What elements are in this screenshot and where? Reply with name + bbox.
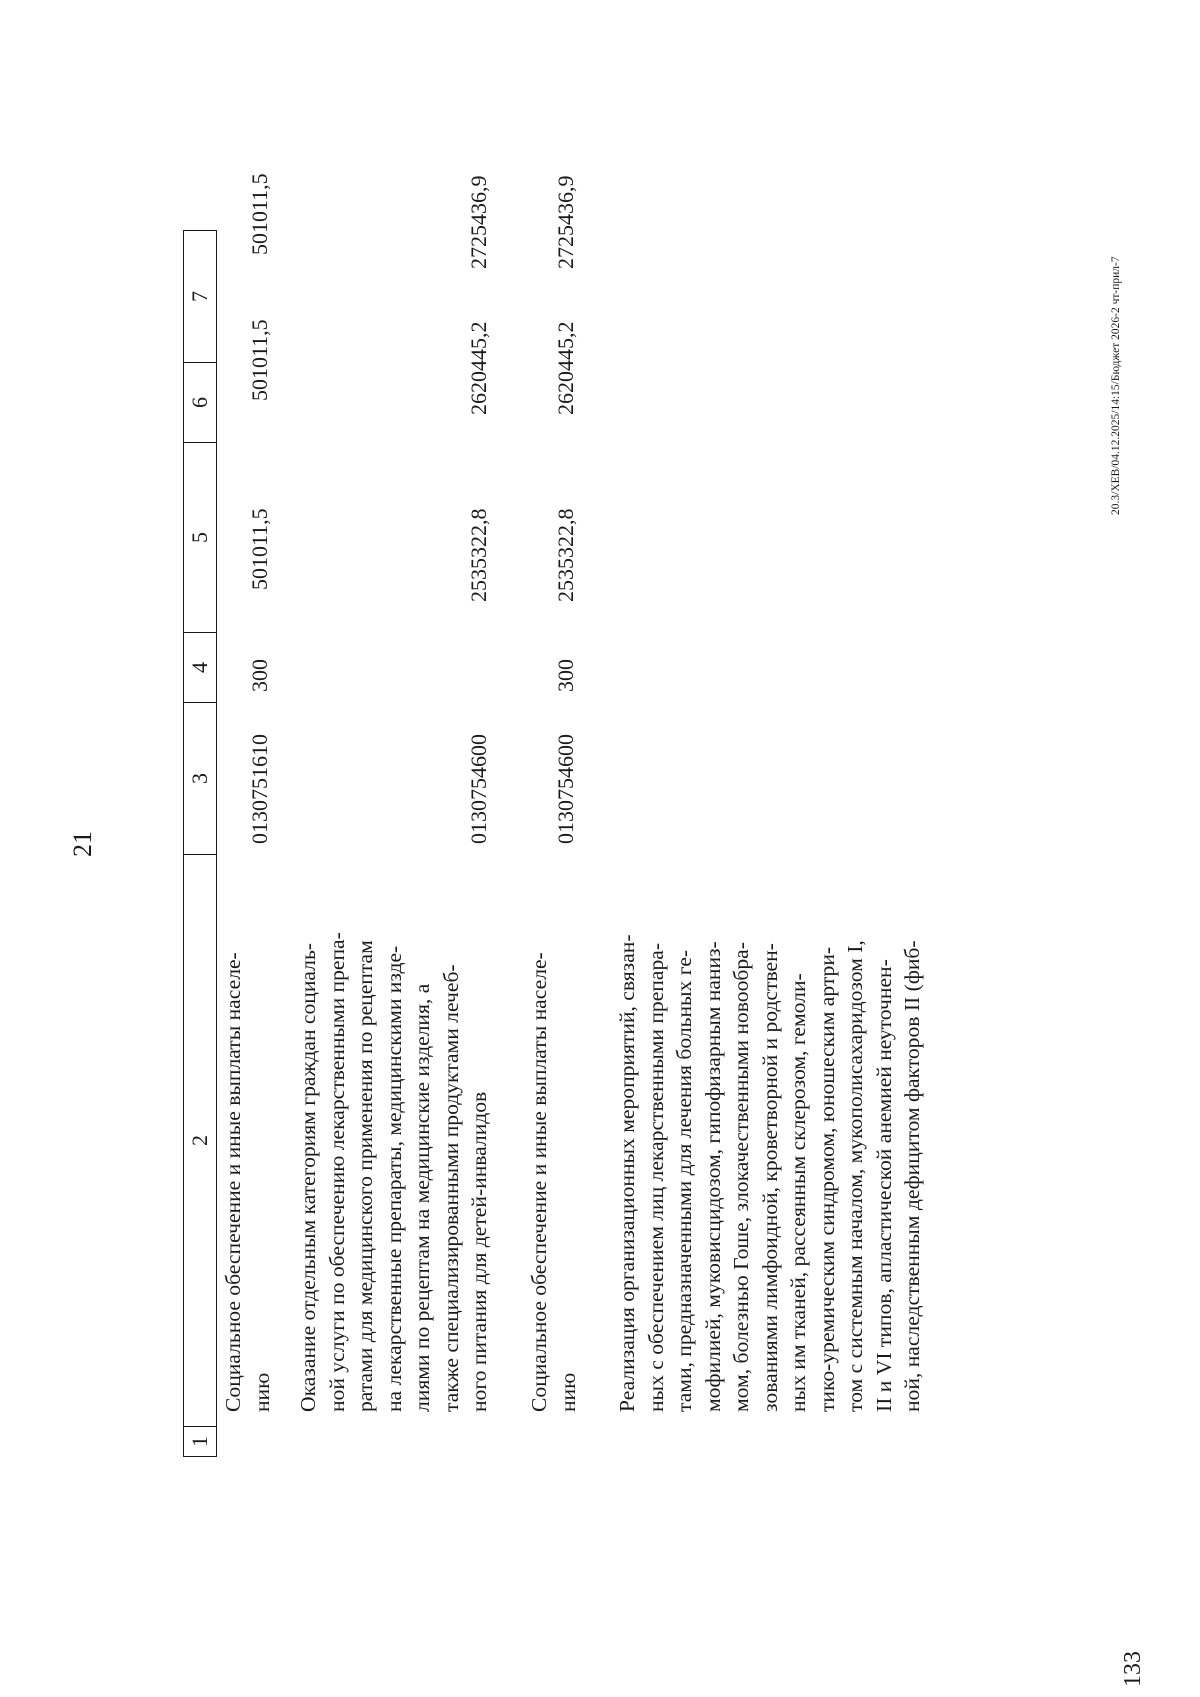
header-cell-col6: 6 [184, 363, 216, 443]
row-3-name-line-1: Социальное обеспечение и иные выплаты населе- [527, 952, 551, 1412]
row-2-name-line-2: ной услуги по обеспечению лекарственными препа- [324, 932, 349, 1412]
row-4-name-line-3: тами, предназначенными для лечения больных ге- [672, 949, 696, 1412]
row-4-name-line-2: ных с обеспечением лиц лекарственными препара- [643, 942, 668, 1412]
row-2-name-line-3: ратами для медицинского применения по рецептам [353, 940, 377, 1412]
row-4-name-line-5: мом, болезнью Гоше, злокачественными новообра- [729, 942, 753, 1412]
row-1-value-6: 501011,5 [247, 319, 272, 401]
row-3-value-7: 2725436,9 [553, 175, 578, 269]
row-2-value-7: 2725436,9 [466, 175, 491, 269]
row-3-value-6: 2620445,2 [553, 321, 578, 415]
table-row-1-name [219, 862, 276, 1412]
page-number: 21 [68, 831, 97, 857]
row-1-csr: 0130751610 [247, 734, 272, 844]
row-4-name-line-8: тико-уремическим синдромом, юношеским артри- [814, 946, 839, 1412]
row-4-name-line-7: ных им тканей, рассеянным склерозом, гемоли- [786, 973, 810, 1412]
row-4-name-line-6: зованиями лимфоидной, кроветворной и родствен- [757, 943, 782, 1412]
document-stamp: 20.3/ХЕВ/04.12.2025/14:15/Бюджет 2026-2 чт-прил-7 [1110, 256, 1122, 515]
row-3-name-line-2: нию [555, 1372, 580, 1412]
row-2-name-line-4: на лекарственные препараты, медицинскими изде- [381, 945, 406, 1412]
table-row-4-name [613, 862, 927, 1412]
row-4-name-line-4: мофилией, муковисцидозом, гипофизарным наниз- [700, 941, 725, 1412]
row-3-value-5: 2535322,8 [553, 508, 578, 602]
row-2-name-line-6: также специализированными продуктами лечеб- [438, 964, 463, 1412]
row-4-name-line-10: II и VI типов, апластической анемией неуточнен- [871, 959, 896, 1412]
header-cell-col1: 1 [184, 1427, 216, 1457]
row-2-name-line-1: Оказание отдельным категориям граждан социаль- [296, 943, 320, 1412]
table-header-row [183, 230, 217, 1457]
sheet-number: 133 [1120, 1651, 1146, 1687]
row-1-value-7: 501011,5 [247, 173, 272, 255]
row-1-vr: 300 [247, 659, 272, 692]
header-cell-col7: 7 [184, 230, 216, 363]
header-cell-col3: 3 [184, 703, 216, 855]
row-2-csr: 0130754600 [466, 734, 491, 844]
row-2-name-line-5: лиями по рецептам на медицинские изделия, а [410, 983, 434, 1412]
table-row-2-name [294, 862, 494, 1412]
row-2-value-6: 2620445,2 [466, 321, 491, 415]
row-2-name-line-7: ного питания для детей-инвалидов [467, 1091, 491, 1412]
row-1-value-5: 501011,5 [247, 508, 272, 590]
row-3-vr: 300 [553, 659, 578, 692]
table-row-3-name [525, 862, 582, 1412]
row-3-csr: 0130754600 [553, 734, 578, 844]
row-4-name-line-9: том с системным началом, мукополисахаридозом I, [843, 940, 867, 1412]
row-4-name-line-11: ной, наследственным дефицитом факторов II (фиб- [900, 940, 924, 1412]
row-2-value-5: 2535322,8 [466, 508, 491, 602]
header-cell-col2: 2 [184, 855, 216, 1427]
row-1-name-line-2: нию [249, 1372, 274, 1412]
row-1-name-line-1: Социальное обеспечение и иные выплаты населе- [221, 952, 245, 1412]
header-cell-col5: 5 [184, 443, 216, 633]
row-4-name-line-1: Реализация организационных мероприятий, связан- [615, 934, 639, 1412]
header-cell-col4: 4 [184, 633, 216, 703]
